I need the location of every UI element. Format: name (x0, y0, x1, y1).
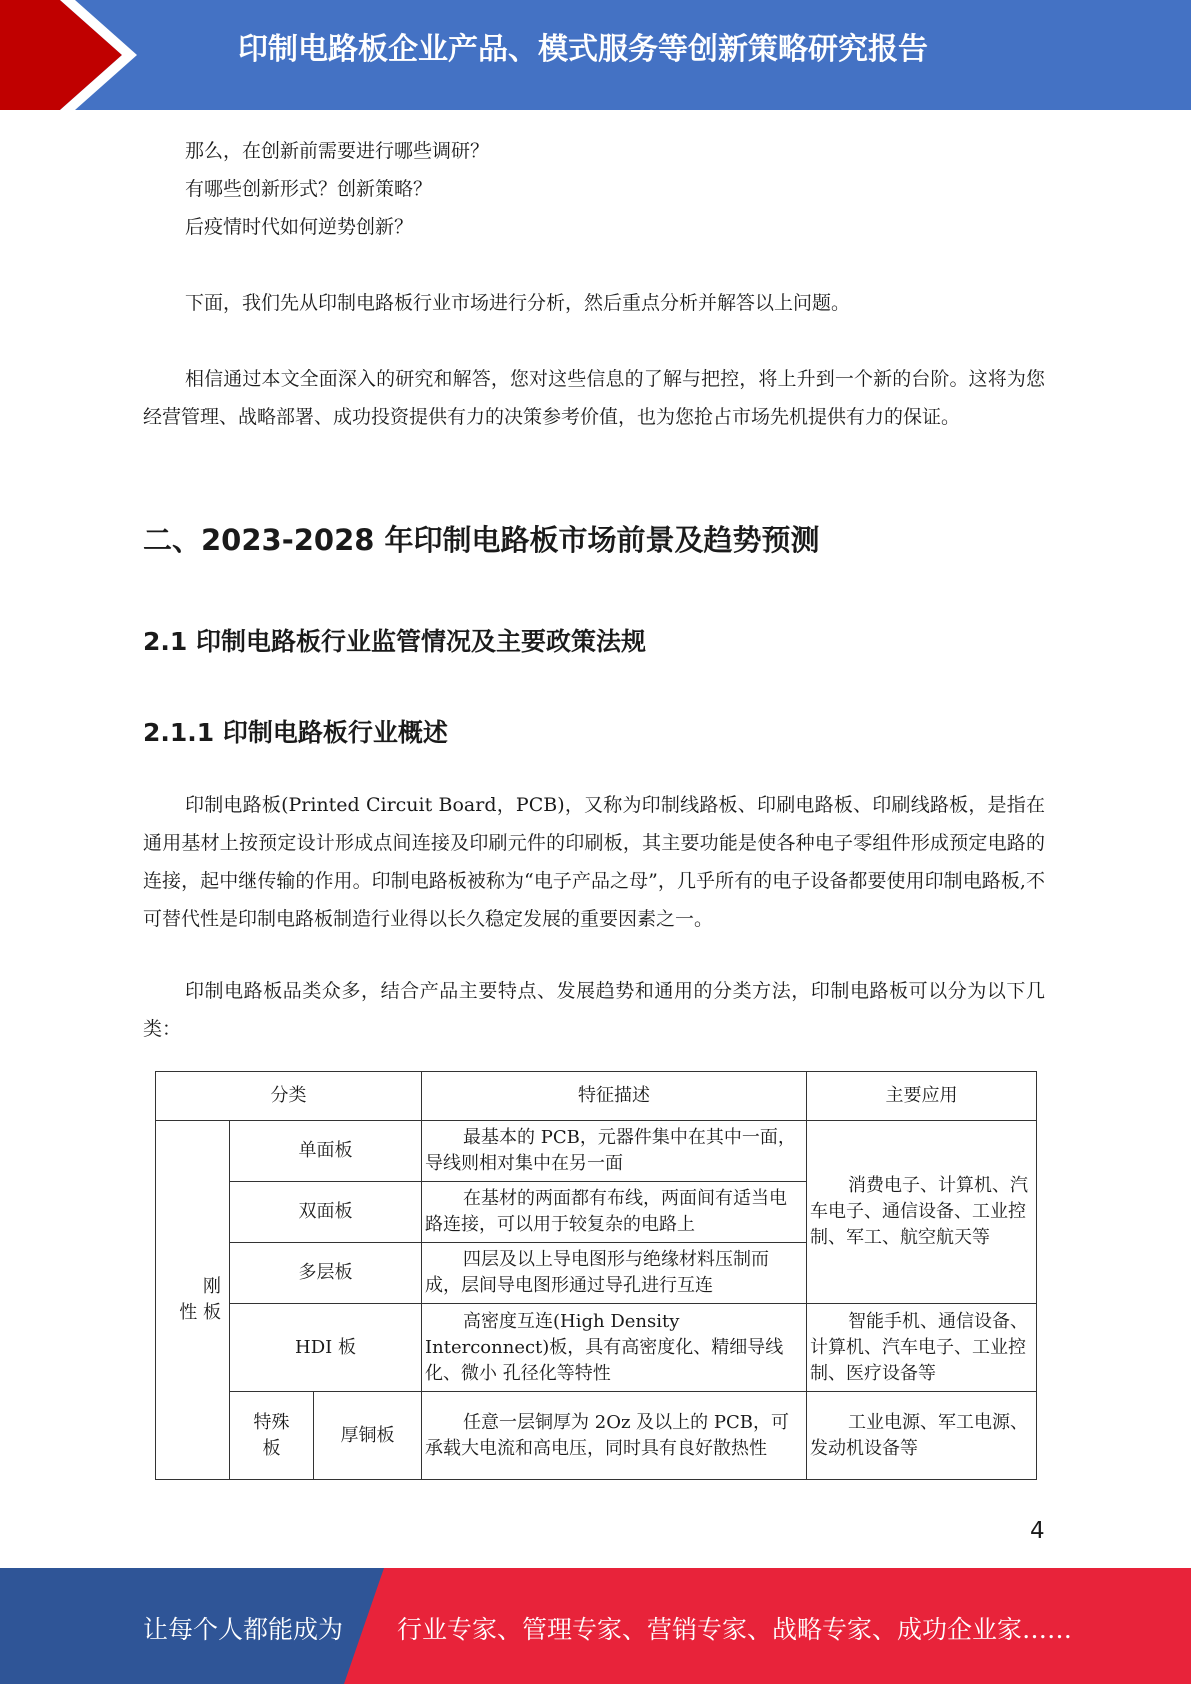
board-type: 厚铜板 (314, 1392, 422, 1480)
board-application: 工业电源、军工电源、发动机设备等 (807, 1392, 1037, 1480)
table-header: 分类 (156, 1072, 422, 1121)
footer-slogan-right: 行业专家、管理专家、营销专家、战略专家、成功企业家…… (397, 1615, 1073, 1644)
footer-slogan-left: 让每个人都能成为 (143, 1615, 344, 1644)
intro-question-1: 那么，在创新前需要进行哪些调研？ (185, 140, 490, 162)
intro-question-3: 后疫情时代如何逆势创新？ (185, 216, 414, 238)
board-description: 高密度互连(High Density Interconnect)板，具有高密度化、精细导线化、微小 孔径化等特性 (422, 1304, 807, 1392)
intro-question-2: 有哪些创新形式？创新策略？ (185, 178, 433, 200)
table-page-break (150, 1480, 1050, 1500)
table-header-row (156, 1072, 1037, 1121)
board-application: 消费电子、计算机、汽 车电子、通信设备、工业控制、军工、航空航天等 (807, 1121, 1037, 1304)
board-description: 任意一层铜厚为 2Oz 及以上的 PCB，可 承载大电流和高电压，同时具有良好散热性 (422, 1392, 807, 1480)
table-row (156, 1392, 1037, 1480)
board-type: HDI 板 (230, 1304, 422, 1392)
board-type: 多层板 (230, 1243, 422, 1304)
pcb-classification-intro: 印制电路板品类众多，结合产品主要特点、发展趋势和通用的分类方法，印制电路板可以分为以下几类： (143, 980, 1045, 1040)
subsubsection-heading: 2.1.1 印制电路板行业概述 (143, 718, 448, 747)
category-special-board: 特殊 板 (230, 1392, 314, 1480)
table-row (156, 1304, 1037, 1392)
board-application: 智能手机、通信设备、计算机、汽车电子、工业控制、医疗设备等 (807, 1304, 1037, 1392)
report-title: 印制电路板企业产品、模式服务等创新策略研究报告 (238, 32, 928, 67)
table-row (156, 1121, 1037, 1182)
pcb-overview-paragraph: 印制电路板(Printed Circuit Board，PCB)，又称为印制线路板、印刷电路板、印刷线路板，是指在通用基材上按预定设计形成点间连接及印刷元件的印刷板，其主要功能是使各种电子零组件形成预定电路的连接，起中继传输的作用。印制电路板被称为“电子产品之母”，几乎所有的电子设备都要使用印制电路板,不可替代性是印制电路板制造行业得以长久稳定发展的重要因素之一。 (143, 794, 1045, 930)
intro-section (143, 132, 1045, 436)
board-type: 单面板 (230, 1121, 422, 1182)
board-type: 双面板 (230, 1182, 422, 1243)
intro-paragraph-1: 下面，我们先从印制电路板行业市场进行分析，然后重点分析并解答以上问题。 (185, 292, 851, 314)
page-footer (0, 1568, 1191, 1684)
table-header: 特征描述 (422, 1072, 807, 1121)
pcb-classification-table (155, 1071, 1037, 1480)
table-header: 主要应用 (807, 1072, 1037, 1121)
board-description: 在基材的两面都有布线，两面间有适当电路连接，可以用于较复杂的电路上 (422, 1182, 807, 1243)
subsection-heading: 2.1 印制电路板行业监管情况及主要政策法规 (143, 627, 646, 656)
board-description: 最基本的 PCB，元器件集中在其中一面， 导线则相对集中在另一面 (422, 1121, 807, 1182)
intro-paragraph-2: 相信通过本文全面深入的研究和解答，您对这些信息的了解与把控，将上升到一个新的台阶。这将为您经营管理、战略部署、成功投资提供有力的决策参考价值，也为您抢占市场先机提供有力的保证。 (143, 368, 1045, 428)
section-heading: 二、2023-2028 年印制电路板市场前景及趋势预测 (143, 523, 820, 557)
category-rigid-board: 刚 性 板 (156, 1121, 230, 1480)
page-number: 4 (1030, 1518, 1045, 1544)
board-description: 四层及以上导电图形与绝缘材料压制而成，层间导电图形通过导孔进行互连 (422, 1243, 807, 1304)
page-header (0, 0, 1191, 110)
